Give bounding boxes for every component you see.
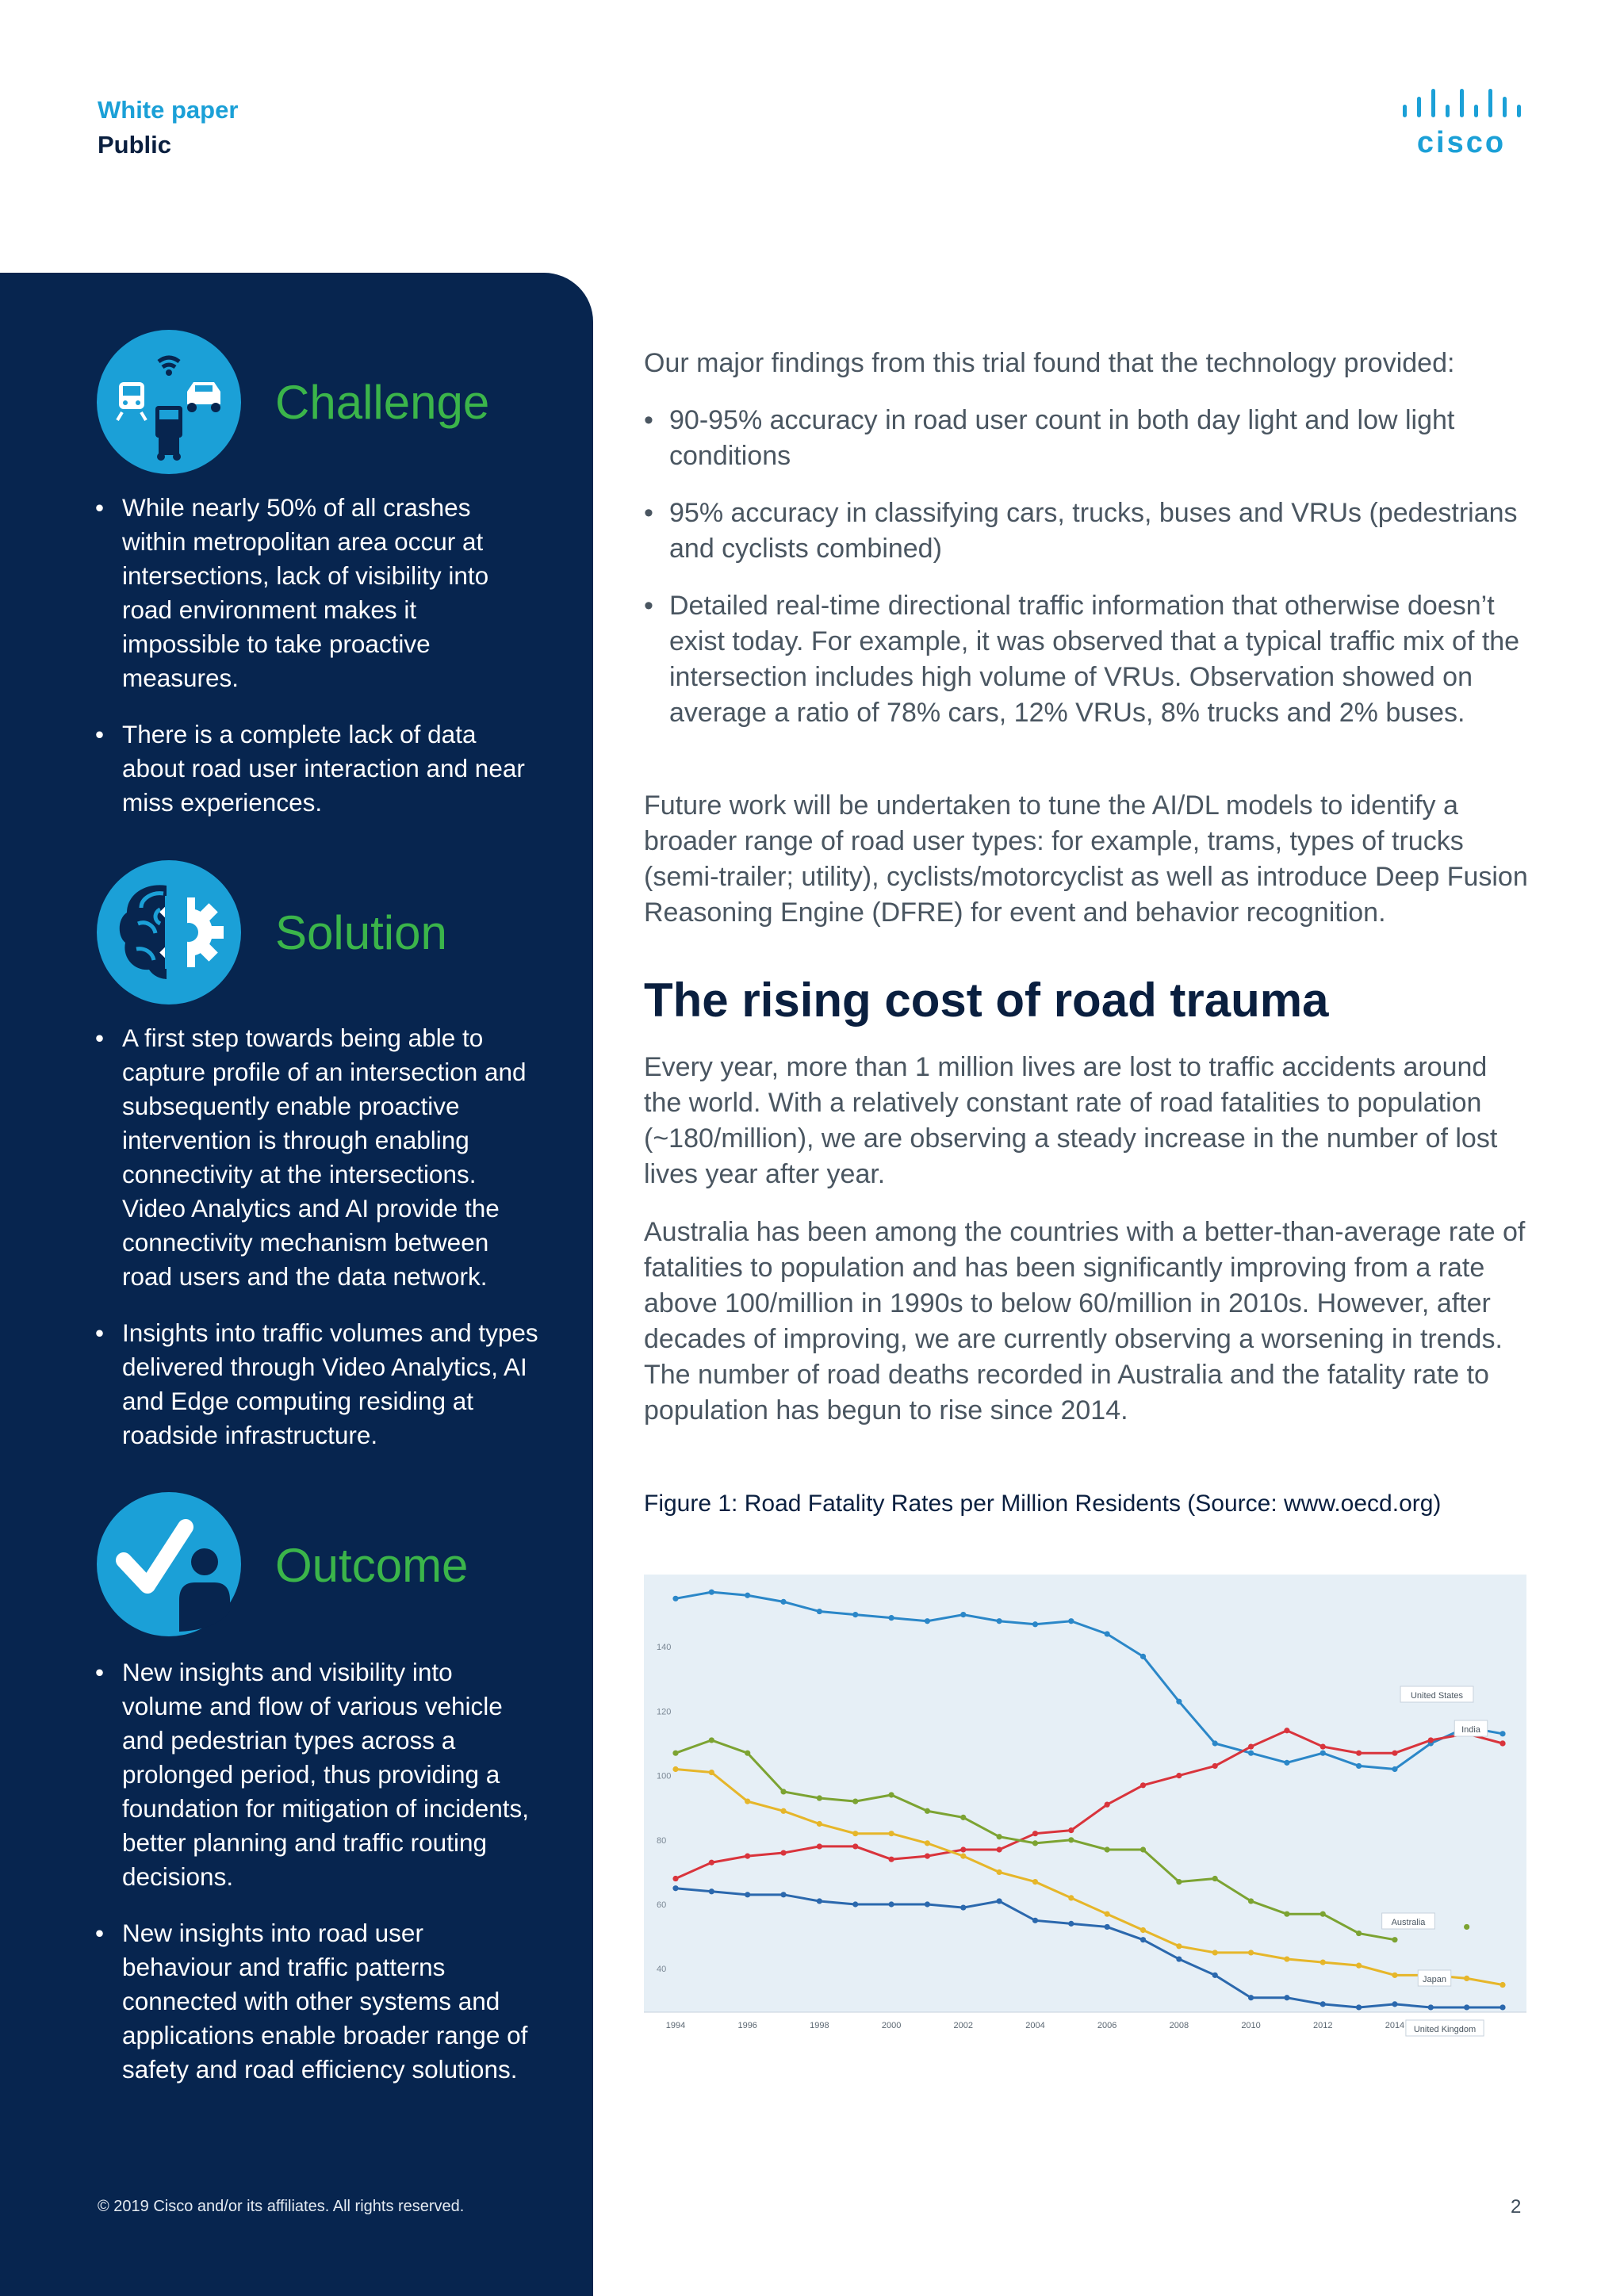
series-label: Japan [1423,1975,1446,1984]
challenge-bullet: • There is a complete lack of data about road user interaction and near miss experiences. [95,718,539,820]
data-point-united-states [1392,1766,1397,1772]
data-point-japan [888,1831,894,1836]
x-tick-label: 2014 [1385,2021,1405,2030]
data-point-japan [925,1840,930,1846]
x-tick-label: 2000 [881,2021,902,2030]
data-point-australia [672,1751,678,1756]
data-point-japan [1320,1959,1326,1965]
data-point-india [817,1843,822,1849]
data-point-india [745,1854,750,1859]
data-point-united-states [960,1612,966,1617]
data-point-australia [1284,1911,1289,1917]
data-point-united-kingdom [1140,1937,1146,1942]
data-point-japan [1105,1911,1110,1917]
data-point-united-kingdom [888,1901,894,1907]
x-tick-label: 2012 [1313,2021,1333,2030]
series-label: United Kingdom [1413,2025,1477,2034]
data-point-united-states [997,1618,1002,1624]
data-point-india [1068,1827,1074,1833]
y-tick-label: 40 [657,1965,667,1975]
data-point-australia [1320,1911,1326,1917]
data-point-japan [817,1821,822,1827]
data-point-india [1140,1782,1146,1788]
data-point-australia [852,1798,858,1804]
data-point-india [925,1854,930,1859]
data-point-australia [1464,1924,1469,1930]
data-point-united-states [1284,1760,1289,1766]
data-point-united-kingdom [709,1888,714,1894]
data-point-india [1105,1802,1110,1808]
data-point-united-kingdom [1248,1995,1254,2000]
data-point-united-states [1068,1618,1074,1624]
data-point-united-states [745,1593,750,1598]
data-point-india [780,1850,786,1855]
data-point-united-states [780,1599,786,1605]
data-point-india [1320,1743,1326,1749]
data-point-india [672,1876,678,1881]
data-point-united-states [1105,1631,1110,1636]
x-tick-label: 1998 [810,2021,829,2030]
logo-wordmark: cisco [1416,126,1507,157]
data-point-australia [1356,1931,1362,1936]
challenge-title: Challenge [275,376,490,429]
data-point-india [1392,1751,1397,1756]
data-point-japan [1248,1950,1254,1955]
data-point-australia [1248,1898,1254,1904]
data-point-japan [1068,1895,1074,1900]
series-label: India [1461,1725,1480,1735]
data-point-australia [1068,1837,1074,1843]
y-tick-label: 140 [657,1643,672,1653]
figure-caption: Figure 1: Road Fatality Rates per Million Residents (Source: www.oecd.org) [644,1490,1442,1517]
data-point-united-kingdom [1284,1995,1289,2000]
data-point-japan [1392,1973,1397,1978]
brain-gear-icon [97,860,241,1004]
header-classification: Public [98,131,172,159]
data-point-australia [1032,1840,1038,1846]
finding-item: • 90-95% accuracy in road user count in both day light and low light conditions [644,403,1529,474]
data-point-united-states [1356,1763,1362,1769]
data-point-united-kingdom [1392,2001,1397,2007]
data-point-united-kingdom [1176,1956,1182,1961]
data-point-united-states [888,1615,894,1621]
solution-list [95,1021,539,1475]
data-point-japan [852,1831,858,1836]
x-tick-label: 2010 [1241,2021,1261,2030]
data-point-australia [1176,1879,1182,1885]
data-point-japan [1176,1943,1182,1949]
data-point-australia [1105,1846,1110,1852]
data-point-japan [960,1854,966,1859]
checkmark-person-icon [97,1492,241,1636]
challenge-bullet: • While nearly 50% of all crashes within metropolitan area occur at intersections, lack of visibility into road environment makes it impossible to take proactive measures. [95,491,539,695]
data-point-australia [780,1789,786,1794]
data-point-united-kingdom [817,1898,822,1904]
road-fatality-line-chart [644,1575,1526,2039]
data-point-united-kingdom [925,1901,930,1907]
outcome-bullet: • New insights and visibility into volume and flow of various vehicle and pedestrian types across a prolonged period, thus providing a foundation for mitigation of incidents, better planning and traffic routing decisions. [95,1655,539,1894]
data-point-australia [745,1751,750,1756]
data-point-united-kingdom [1428,2004,1434,2010]
data-point-australia [960,1815,966,1820]
chart-background [644,1575,1526,2039]
finding-item: • 95% accuracy in classifying cars, trucks, buses and VRUs (pedestrians and cyclists combined) [644,496,1529,567]
data-point-united-states [852,1612,858,1617]
paragraph-global-fatalities: Every year, more than 1 million lives are lost to traffic accidents around the world. With a relatively constant rate of road fatalities to population (~180/million), we are observing a steady increase in the number of lost lives year after year. [644,1052,1498,1189]
solution-bullet: • Insights into traffic volumes and types delivered through Video Analytics, AI and Edge computing residing at roadside infrastructure. [95,1316,539,1452]
data-point-japan [1212,1950,1218,1955]
data-point-japan [745,1798,750,1804]
series-label: United States [1410,1691,1464,1701]
paragraph-australia-trend: Australia has been among the countries with a better-than-average rate of fatalities to population and has been significantly improving from a rate above 100/million in 1990s to below 60/million in 2010s. However, after decades of improving, we are currently observing a worsening in trends. The number of road deaths recorded in Australia and the fatality rate to population has begun to rise since 2014. [644,1217,1526,1425]
data-point-india [997,1846,1002,1852]
data-point-united-kingdom [672,1885,678,1891]
findings-intro: Our major findings from this trial found that the technology provided: [644,348,1455,378]
x-tick-label: 2006 [1097,2021,1117,2030]
data-point-japan [709,1770,714,1775]
data-point-united-kingdom [1105,1924,1110,1930]
finding-item: • Detailed real-time directional traffic information that otherwise doesn’t exist today. For example, it was observed that a typical traffic mix of the intersection includes high volume of VRUs. Observation showed on average a ratio of 78% cars, 12% VRUs, 8% trucks and 2% buses. [644,588,1529,731]
solution-title: Solution [275,906,447,959]
data-point-japan [1032,1879,1038,1885]
traffic-connectivity-icon [97,330,241,474]
data-point-australia [1392,1937,1397,1942]
data-point-united-kingdom [960,1904,966,1910]
data-point-australia [709,1737,714,1743]
data-point-united-states [672,1596,678,1601]
y-tick-label: 60 [657,1900,667,1911]
series-label: Australia [1391,1918,1426,1927]
cisco-logo [1400,86,1526,157]
data-point-india [1500,1740,1505,1746]
data-point-united-kingdom [1320,2001,1326,2007]
data-point-australia [1212,1876,1218,1881]
data-point-australia [1140,1846,1146,1852]
outcome-list [95,1655,539,2109]
data-point-india [888,1857,894,1862]
data-point-united-kingdom [1464,2004,1469,2010]
data-point-india [852,1843,858,1849]
data-point-japan [1356,1963,1362,1969]
data-point-united-kingdom [1032,1918,1038,1923]
data-point-united-kingdom [997,1898,1002,1904]
data-point-united-states [817,1609,822,1614]
x-tick-label: 1994 [665,2021,686,2030]
x-tick-label: 1996 [737,2021,757,2030]
outcome-bullet: • New insights into road user behaviour and traffic patterns connected with other systems and applications enable broader range of safety and road efficiency solutions. [95,1916,539,2087]
x-tick-label: 2008 [1169,2021,1189,2030]
section-heading: The rising cost of road trauma [644,974,1329,1027]
data-point-india [1284,1728,1289,1733]
data-point-united-states [1212,1740,1218,1746]
outcome-title: Outcome [275,1539,469,1592]
data-point-australia [888,1792,894,1797]
data-point-japan [780,1808,786,1814]
data-point-united-kingdom [1500,2004,1505,2010]
data-point-united-kingdom [1212,1973,1218,1978]
data-point-japan [672,1766,678,1772]
data-point-united-kingdom [780,1892,786,1897]
data-point-united-states [709,1590,714,1595]
data-point-japan [997,1869,1002,1875]
data-point-india [1212,1763,1218,1769]
data-point-japan [1500,1982,1505,1988]
data-point-united-states [1176,1699,1182,1705]
y-tick-label: 120 [657,1707,672,1717]
data-point-india [1428,1737,1434,1743]
data-point-india [1356,1751,1362,1756]
data-point-india [1176,1773,1182,1778]
data-point-united-kingdom [745,1892,750,1897]
data-point-japan [1140,1927,1146,1933]
y-tick-label: 80 [657,1835,667,1846]
data-point-india [709,1860,714,1866]
data-point-japan [1464,1976,1469,1981]
data-point-united-kingdom [1068,1921,1074,1927]
findings-list [644,403,1529,752]
data-point-united-states [1032,1621,1038,1627]
x-tick-label: 2004 [1025,2021,1045,2030]
future-work-paragraph: Future work will be undertaken to tune the AI/DL models to identify a broader range of road user types: for example, trams, types of trucks (semi-trailer; utility), cyclists/motorcyclist as well as introduce Deep Fusion Reasoning Engine (DFRE) for event and behavior recognition. [644,790,1528,928]
data-point-united-states [1140,1654,1146,1659]
data-point-united-kingdom [1356,2004,1362,2010]
data-point-united-states [1320,1751,1326,1756]
data-point-united-kingdom [852,1901,858,1907]
data-point-india [1032,1831,1038,1836]
data-point-australia [817,1795,822,1800]
copyright-notice: © 2019 Cisco and/or its affiliates. All rights reserved. [98,2198,465,2215]
data-point-india [960,1846,966,1852]
data-point-japan [1284,1956,1289,1961]
solution-bullet: • A first step towards being able to capture profile of an intersection and subsequently enable proactive intervention is through enabling connectivity at the intersections. Video Analytics and AI provide the connectivity mechanism between road users and the data network. [95,1021,539,1294]
data-point-united-states [1500,1731,1505,1736]
data-point-australia [925,1808,930,1814]
y-tick-label: 100 [657,1771,672,1781]
challenge-list [95,491,539,842]
data-point-australia [997,1834,1002,1839]
page-number: 2 [1511,2196,1522,2218]
data-point-united-states [1248,1751,1254,1756]
data-point-united-states [925,1618,930,1624]
header-doc-type: White paper [98,96,239,124]
x-tick-label: 2002 [953,2021,974,2030]
data-point-india [1248,1743,1254,1749]
